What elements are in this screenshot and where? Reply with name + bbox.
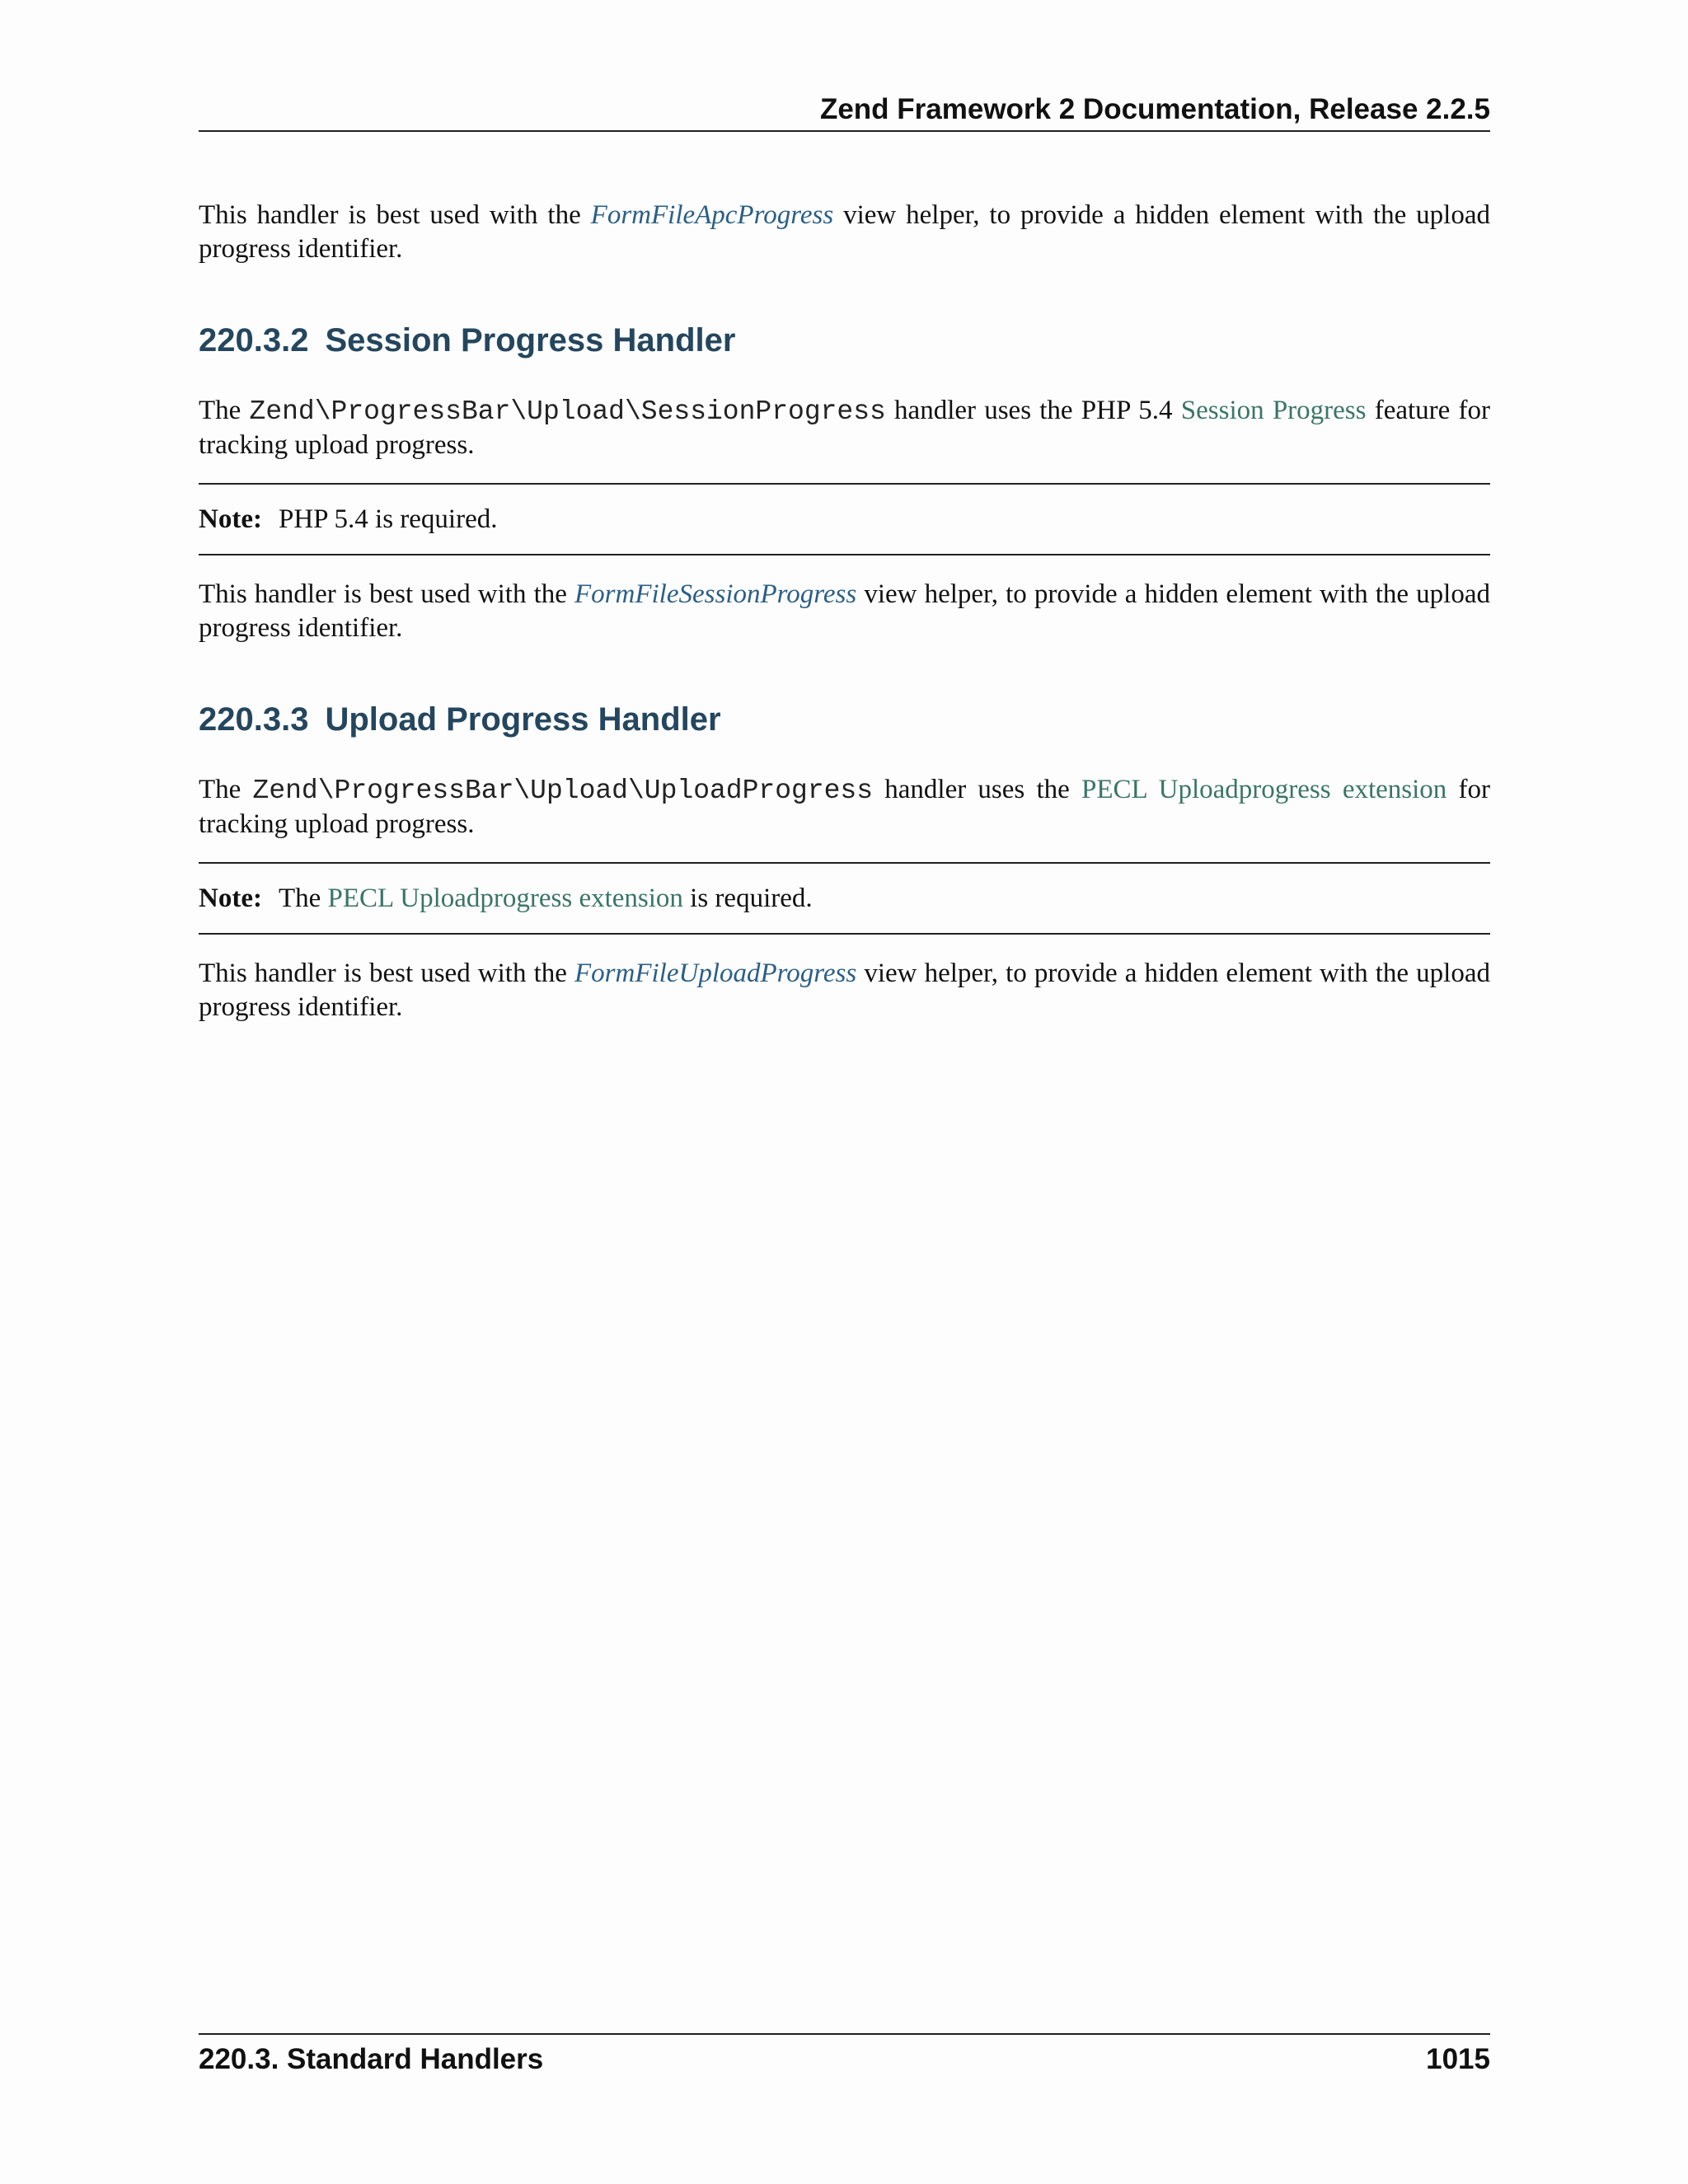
note-text: The xyxy=(278,883,328,913)
class-name-code: Zend\ProgressBar\Upload\SessionProgress xyxy=(249,396,886,427)
note-label: Note: xyxy=(199,504,262,534)
note-text: PHP 5.4 is required. xyxy=(278,504,498,534)
paragraph-text: The xyxy=(199,775,253,804)
session-progress-link[interactable]: Session Progress xyxy=(1180,396,1367,425)
paragraph-text: view helper, to provide a hidden element with the upload progress identifier. xyxy=(199,958,1490,1022)
apc-progress-paragraph xyxy=(199,199,1490,266)
footer-section-title: 220.3. Standard Handlers xyxy=(199,2043,544,2075)
section-heading-upload-progress xyxy=(199,699,721,740)
note-text: is required. xyxy=(682,883,813,913)
section-number: 220.3.2 xyxy=(199,322,309,359)
page-number: 1015 xyxy=(1426,2043,1490,2075)
paragraph-text: view helper, to provide a hidden element with the upload progress identifier. xyxy=(199,200,1490,264)
paragraph-text: handler uses the PHP 5.4 xyxy=(885,396,1181,425)
note-label: Note: xyxy=(199,883,262,913)
paragraph-text: The xyxy=(199,396,250,425)
paragraph-text: This handler is best used with the xyxy=(199,200,591,230)
paragraph-text: This handler is best used with the xyxy=(199,958,575,988)
session-helper-paragraph xyxy=(199,578,1490,645)
footer-divider xyxy=(199,2033,1490,2035)
paragraph-text: This handler is best used with the xyxy=(199,579,575,609)
paragraph-text: for tracking upload progress. xyxy=(199,775,1490,839)
header-divider xyxy=(199,130,1490,132)
note-box-session xyxy=(199,483,1490,555)
class-name-code: Zend\ProgressBar\Upload\UploadProgress xyxy=(252,776,874,806)
paragraph-text: handler uses the xyxy=(873,775,1081,804)
document-page xyxy=(199,0,1490,2184)
running-header: Zend Framework 2 Documentation, Release 2.2.5 xyxy=(819,93,1490,125)
formfileuploadprogress-link[interactable]: FormFileUploadProgress xyxy=(574,958,857,988)
upload-helper-paragraph xyxy=(199,957,1490,1024)
section-heading-session-progress xyxy=(199,320,735,361)
paragraph-text: view helper, to provide a hidden element with the upload progress identifier. xyxy=(199,579,1490,643)
note-content xyxy=(199,503,497,537)
note-box-upload xyxy=(199,862,1490,935)
pecl-uploadprogress-link[interactable]: PECL Uploadprogress extension xyxy=(1081,775,1447,804)
pecl-uploadprogress-note-link[interactable]: PECL Uploadprogress extension xyxy=(327,883,683,913)
section-number: 220.3.3 xyxy=(199,701,309,738)
section-title: Upload Progress Handler xyxy=(325,701,721,738)
formfilesessionprogress-link[interactable]: FormFileSessionProgress xyxy=(574,579,857,609)
paragraph-text: feature for tracking upload progress. xyxy=(199,396,1490,460)
note-content xyxy=(199,882,813,916)
formfileapcprogress-link[interactable]: FormFileApcProgress xyxy=(590,200,834,230)
session-progress-paragraph xyxy=(199,394,1490,462)
upload-progress-paragraph xyxy=(199,773,1490,841)
section-title: Session Progress Handler xyxy=(325,322,736,359)
